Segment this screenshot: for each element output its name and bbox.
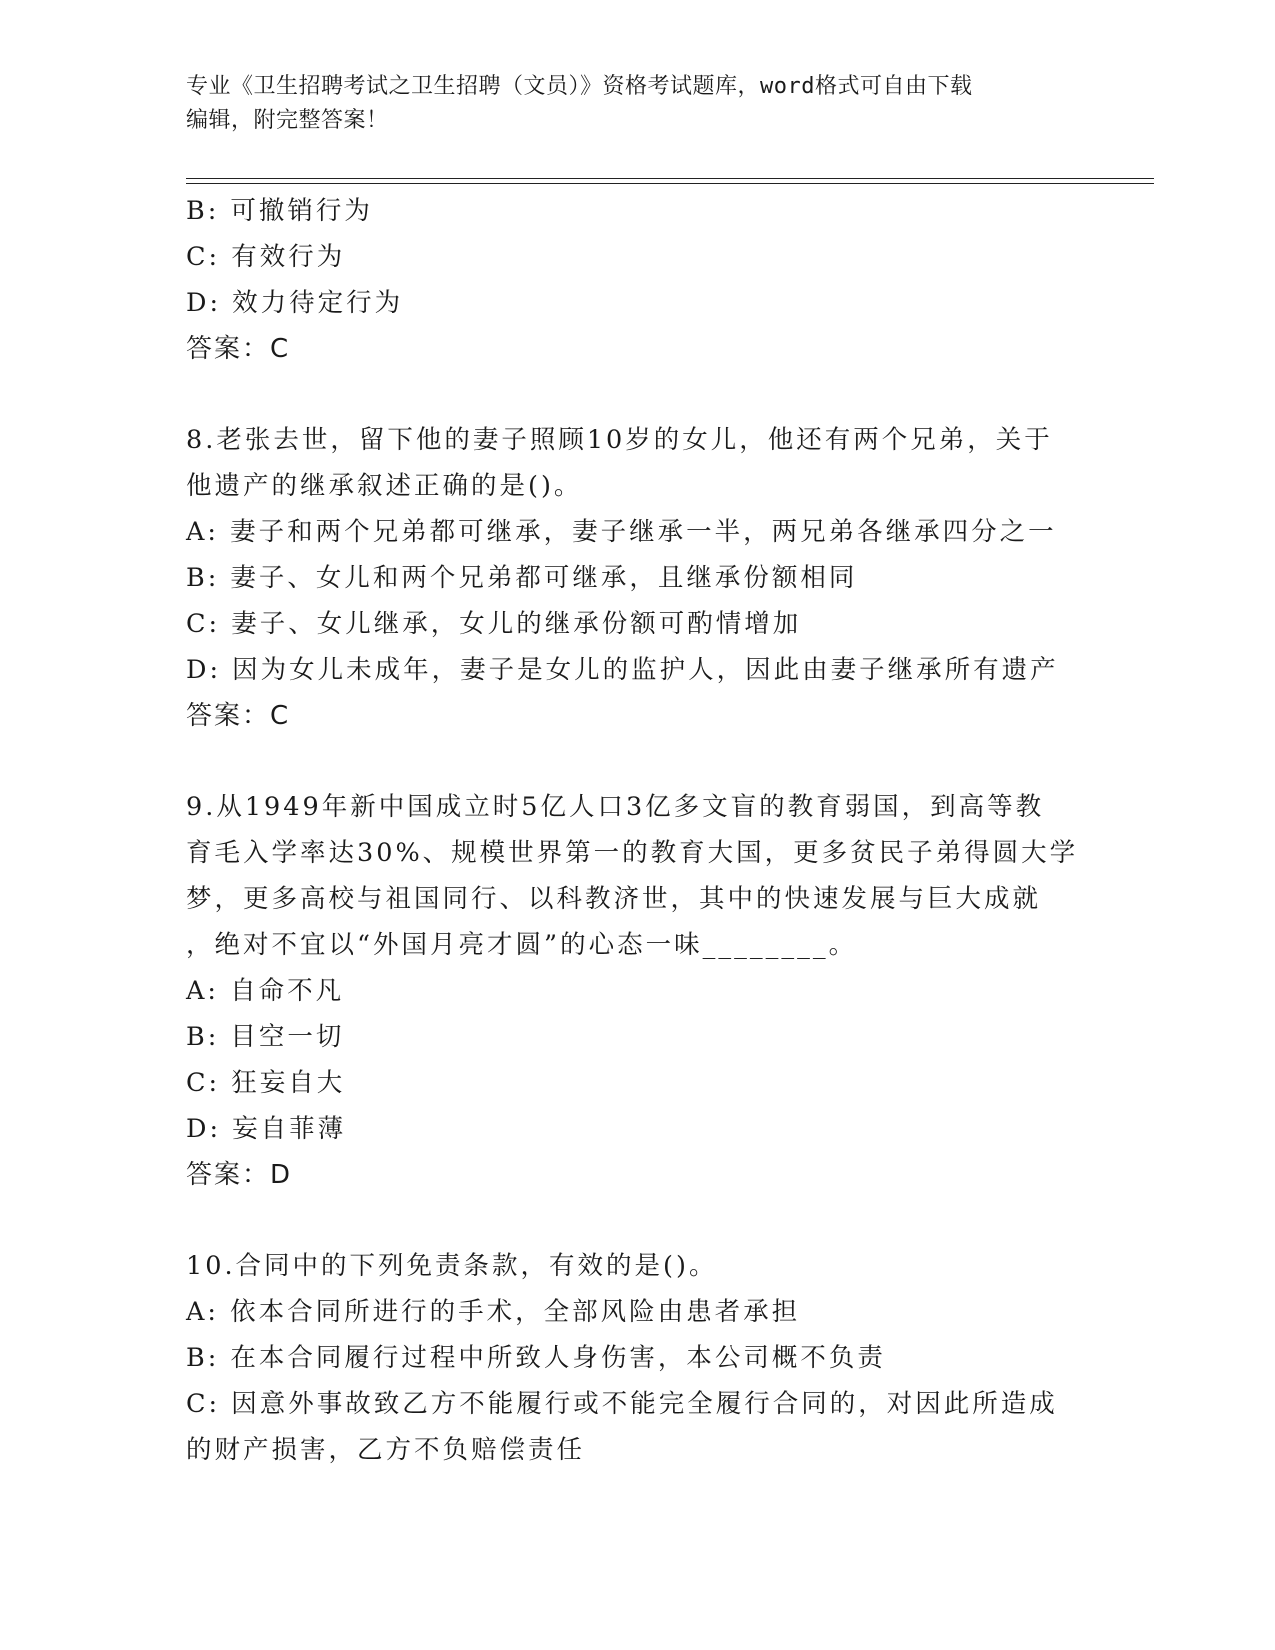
spacer: [186, 372, 1086, 417]
option-c: C: 妻子、女儿继承，女儿的继承份额可酌情增加: [186, 609, 802, 639]
option-a: A: 依本合同所进行的手术，全部风险由患者承担: [186, 1297, 801, 1327]
option-a: A: 妻子和两个兄弟都可继承，妻子继承一半，两兄弟各继承四分之一: [186, 517, 1057, 547]
answer-label: 答案：C: [186, 334, 291, 364]
question-stem: ，绝对不宜以“外国月亮才圆”的心态一味________。: [186, 930, 858, 960]
question-content: [186, 188, 1086, 1473]
question-7-continued: [186, 188, 1086, 372]
header-divider: [186, 178, 1154, 184]
answer-label: 答案：D: [186, 1160, 293, 1190]
option-d: D: 因为女儿未成年，妻子是女儿的监护人，因此由妻子继承所有遗产: [186, 655, 1059, 685]
spacer: [186, 1198, 1086, 1243]
option-b: B: 目空一切: [186, 1022, 345, 1052]
document-header: [186, 70, 1086, 138]
question-stem: 他遗产的继承叙述正确的是()。: [186, 471, 583, 501]
option-c: C: 有效行为: [186, 242, 346, 272]
option-b: B: 在本合同履行过程中所致人身伤害，本公司概不负责: [186, 1343, 886, 1373]
answer-label: 答案：C: [186, 701, 291, 731]
question-10: [186, 1243, 1086, 1473]
option-c: C: 狂妄自大: [186, 1068, 346, 1098]
question-8: [186, 417, 1086, 739]
option-b: B: 可撤销行为: [186, 196, 373, 226]
spacer: [186, 739, 1086, 784]
question-stem: 10.合同中的下列免责条款，有效的是()。: [186, 1251, 718, 1281]
option-a: A: 自命不凡: [186, 976, 345, 1006]
option-d: D: 效力待定行为: [186, 288, 404, 318]
question-stem: 梦，更多高校与祖国同行、以科教济世，其中的快速发展与巨大成就: [186, 884, 1042, 914]
option-c: C: 因意外事故致乙方不能履行或不能完全履行合同的，对因此所造成: [186, 1389, 1058, 1419]
question-9: [186, 784, 1086, 1198]
option-d: D: 妄自菲薄: [186, 1114, 347, 1144]
question-stem: 9.从1949年新中国成立时5亿人口3亿多文盲的教育弱国，到高等教: [186, 792, 1045, 822]
option-b: B: 妻子、女儿和两个兄弟都可继承，且继承份额相同: [186, 563, 858, 593]
option-c-continued: 的财产损害，乙方不负赔偿责任: [186, 1435, 586, 1465]
question-stem: 8.老张去世，留下他的妻子照顾10岁的女儿，他还有两个兄弟，关于: [186, 425, 1053, 455]
header-line-1: 专业《卫生招聘考试之卫生招聘（文员）》资格考试题库，word格式可自由下载: [186, 74, 973, 99]
header-line-2: 编辑，附完整答案！: [186, 108, 389, 133]
question-stem: 育毛入学率达30%、规模世界第一的教育大国，更多贫民子弟得圆大学: [186, 838, 1079, 868]
